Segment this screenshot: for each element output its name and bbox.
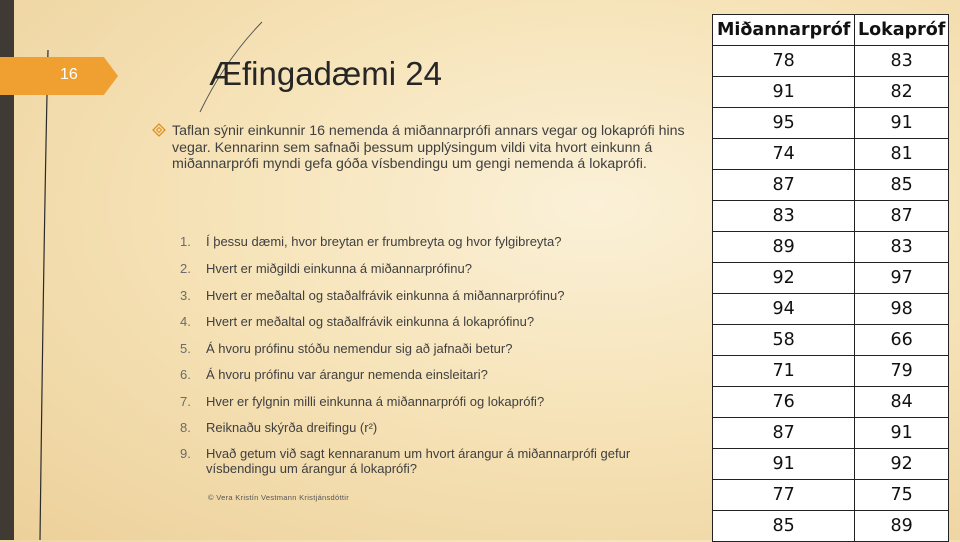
midterm-grade: 78 — [713, 46, 855, 77]
final-grade: 85 — [855, 170, 949, 201]
final-grade: 98 — [855, 294, 949, 325]
final-grade: 84 — [855, 387, 949, 418]
midterm-grade: 87 — [713, 418, 855, 449]
question-number: 4. — [180, 314, 191, 329]
midterm-grade: 77 — [713, 480, 855, 511]
table-row — [713, 263, 949, 294]
midterm-grade: 89 — [713, 232, 855, 263]
final-grade: 66 — [855, 325, 949, 356]
table-row — [713, 108, 949, 139]
diamond-bullet-icon — [152, 123, 166, 137]
table-row — [713, 449, 949, 480]
table-row — [713, 387, 949, 418]
question-text: Hvert er miðgildi einkunna á miðannarprófinu? — [206, 261, 472, 276]
midterm-grade: 85 — [713, 511, 855, 542]
column-header-midterm: Miðannarpróf — [713, 15, 855, 46]
midterm-grade: 87 — [713, 170, 855, 201]
question-text: Reiknaðu skýrða dreifingu (r²) — [206, 420, 378, 435]
question-text: Hvað getum við sagt kennaranum um hvort árangur á miðannarprófi gefur vísbendingu um árangur á lokaprófi? — [206, 446, 631, 476]
midterm-grade: 74 — [713, 139, 855, 170]
question-number: 6. — [180, 367, 191, 382]
final-grade: 83 — [855, 232, 949, 263]
table-header-row — [713, 15, 949, 46]
midterm-grade: 91 — [713, 449, 855, 480]
copyright-credit: © Vera Kristín Vestmann Kristjánsdóttir — [208, 493, 350, 502]
table-row — [713, 418, 949, 449]
midterm-grade: 95 — [713, 108, 855, 139]
table-row — [713, 139, 949, 170]
question-number: 5. — [180, 341, 191, 356]
final-grade: 83 — [855, 46, 949, 77]
slide-title: Æfingadæmi 24 — [209, 55, 442, 92]
table-row — [713, 77, 949, 108]
table-row — [713, 356, 949, 387]
question-number: 1. — [180, 234, 191, 249]
question-text: Í þessu dæmi, hvor breytan er frumbreyta og hvor fylgibreyta? — [206, 234, 562, 249]
question-text: Á hvoru prófinu var árangur nemenda einsleitari? — [206, 367, 488, 382]
table-row — [713, 294, 949, 325]
question-number: 7. — [180, 394, 191, 409]
final-grade: 75 — [855, 480, 949, 511]
question-text: Hvert er meðaltal og staðalfrávik einkunna á miðannarprófinu? — [206, 288, 565, 303]
column-header-final: Lokapróf — [855, 15, 949, 46]
final-grade: 91 — [855, 418, 949, 449]
intro-text: Taflan sýnir einkunnir 16 nemenda á miðannarprófi annars vegar og lokaprófi hins vegar. Kennarinn sem safnaði þessum upplýsingum vildi vita hvort einkunn á miðannarprófi myndi gefa góða vísbendingu um gengi nemenda á lokaprófi. — [172, 123, 685, 172]
table-row — [713, 46, 949, 77]
table-row — [713, 232, 949, 263]
final-grade: 89 — [855, 511, 949, 542]
final-grade: 87 — [855, 201, 949, 232]
final-grade: 79 — [855, 356, 949, 387]
grades-table — [712, 14, 949, 542]
final-grade: 97 — [855, 263, 949, 294]
final-grade: 91 — [855, 108, 949, 139]
final-grade: 82 — [855, 77, 949, 108]
midterm-grade: 91 — [713, 77, 855, 108]
midterm-grade: 94 — [713, 294, 855, 325]
table-row — [713, 480, 949, 511]
question-number: 3. — [180, 288, 191, 303]
slide-number: 16 — [60, 66, 78, 83]
question-number: 9. — [180, 446, 191, 461]
table-row — [713, 325, 949, 356]
midterm-grade: 58 — [713, 325, 855, 356]
question-text: Á hvoru prófinu stóðu nemendur sig að jafnaði betur? — [206, 341, 513, 356]
question-number: 8. — [180, 420, 191, 435]
question-number: 2. — [180, 261, 191, 276]
table-row — [713, 170, 949, 201]
midterm-grade: 71 — [713, 356, 855, 387]
table-row — [713, 511, 949, 542]
table-row — [713, 201, 949, 232]
midterm-grade: 83 — [713, 201, 855, 232]
midterm-grade: 92 — [713, 263, 855, 294]
question-text: Hver er fylgnin milli einkunna á miðannarprófi og lokaprófi? — [206, 394, 545, 409]
final-grade: 81 — [855, 139, 949, 170]
question-text: Hvert er meðaltal og staðalfrávik einkunna á lokaprófinu? — [206, 314, 535, 329]
midterm-grade: 76 — [713, 387, 855, 418]
final-grade: 92 — [855, 449, 949, 480]
